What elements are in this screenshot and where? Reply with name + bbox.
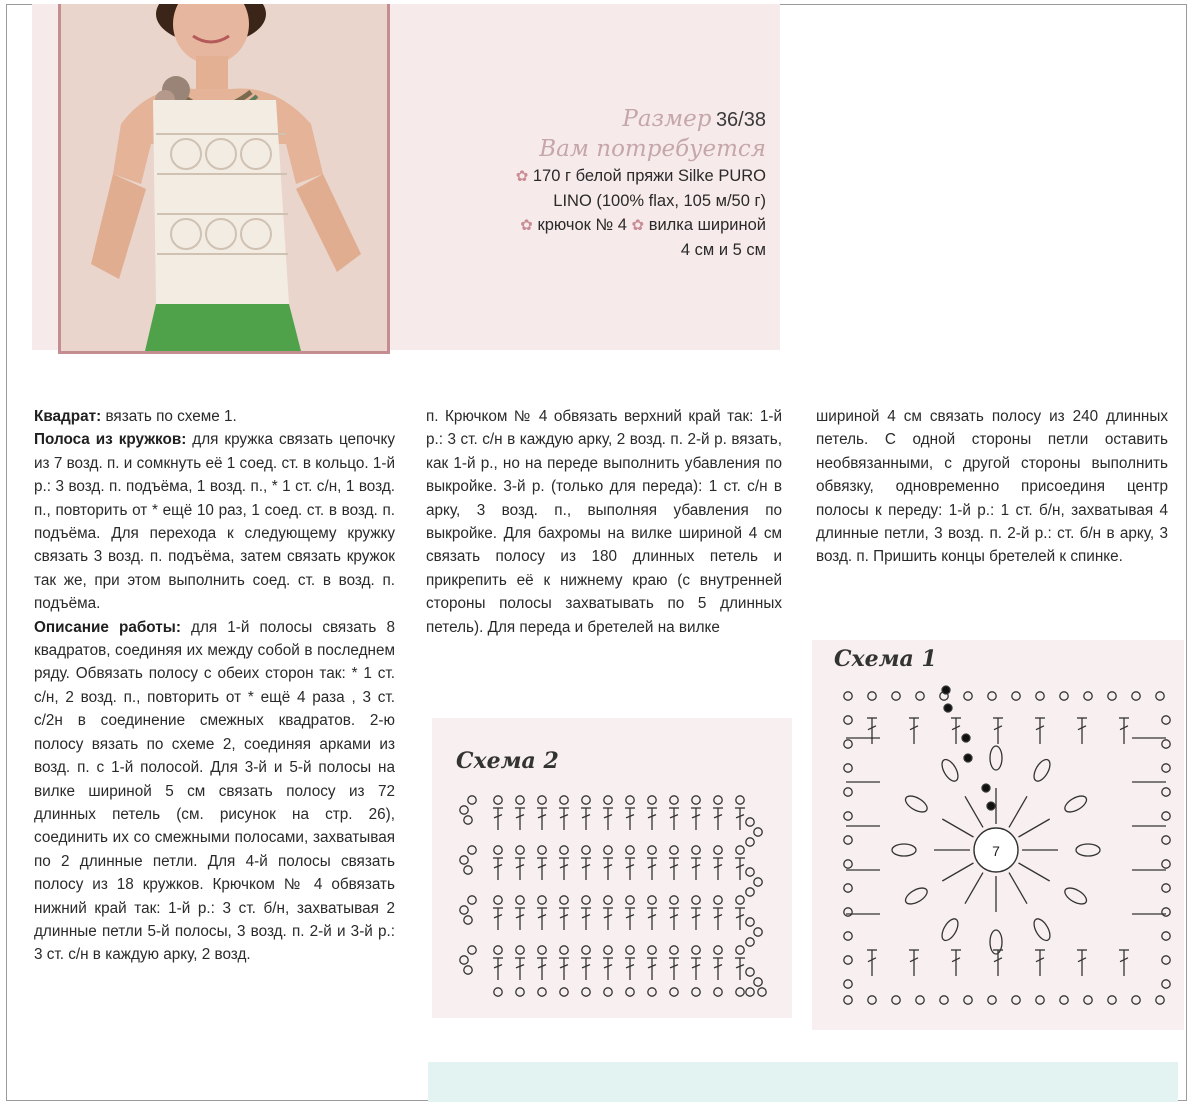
chain-stitch-symbol xyxy=(844,980,852,988)
chain-stitch-symbol xyxy=(494,988,502,996)
slip-stitch-dot xyxy=(964,754,972,762)
chain-stitch-symbol xyxy=(868,692,876,700)
chain-stitch-symbol xyxy=(988,692,996,700)
chain-stitch-symbol xyxy=(1162,860,1170,868)
slip-stitch-dot xyxy=(987,802,995,810)
chain-stitch-symbol xyxy=(1162,788,1170,796)
chain-stitch-symbol xyxy=(670,796,678,804)
chain-stitch-symbol xyxy=(464,816,472,824)
chain-stitch-symbol xyxy=(560,796,568,804)
col3-paragraph: шириной 4 см связать полосу из 240 длинных петель. С одной стороны петли оставить необвязанными, с другой стороны выполнить обвязку, одновременно присоединя центр полосы к переду: 1-й р.: 1 ст. б/н, захватывая 4 длинные петли, 3 возд. п. 2-й р.: ст. б/н в арку, 3 возд. п. Пришить концы бретелей к спинке. xyxy=(816,408,1168,566)
chain-stitch-symbol xyxy=(692,896,700,904)
double-crochet-symbol xyxy=(942,863,973,881)
text-column-2 xyxy=(426,405,782,639)
model-photo xyxy=(58,4,390,354)
chain-stitch-symbol xyxy=(892,996,900,1004)
chain-stitch-symbol xyxy=(964,692,972,700)
chain-stitch-symbol xyxy=(736,896,744,904)
work-paragraph: Описание работы: для 1-й полосы связать 8 квадратов, соединяя их между собой в последнем ряду. Обвязать полосу с обеих сторон так: * 1 ст. с/н, 2 возд. п., повторить от * ещё 4 раза , 3 ст. с/2н в соединение смежных квадратов. 2-ю полосу вязать по схеме 2, соединяя арками из возд. п. с 1-й полосой. Для 3-й и 5-й полосы на вилке шириной 5 см связать полосу из 72 длинных петель (см. рисунок на стр. 26), соединить их со смежными полосами, захватывая по 2 длинные петли. Для 4-й полосы связать полосу из 18 кружков. Крючком № 4 обвязать нижний край так: 1-й р.: 3 ст. б/н, захватывая 2 длинные петли 5-й полосы, 3 возд. п. 2-й и 3-й р.: 3 ст. с/н в каждую арку, 2 возд. xyxy=(34,618,395,964)
chain-stitch-symbol xyxy=(538,846,546,854)
materials-heading: Вам потребуется xyxy=(539,136,766,162)
chain-stitch-symbol xyxy=(1162,740,1170,748)
chain-stitch-symbol xyxy=(692,946,700,954)
chain-stitch-symbol xyxy=(844,860,852,868)
chain-stitch-symbol xyxy=(670,896,678,904)
chain-stitch-symbol xyxy=(746,968,754,976)
work-title: Описание работы: xyxy=(34,618,181,636)
arch-symbol xyxy=(892,844,916,856)
chain-stitch-symbol xyxy=(626,846,634,854)
chain-stitch-symbol xyxy=(844,932,852,940)
double-crochet-symbol xyxy=(1009,873,1027,904)
chain-stitch-symbol xyxy=(964,996,972,1004)
chain-stitch-symbol xyxy=(460,956,468,964)
chain-stitch-symbol xyxy=(1156,692,1164,700)
chain-stitch-symbol xyxy=(648,946,656,954)
chain-stitch-symbol xyxy=(714,846,722,854)
chain-stitch-symbol xyxy=(604,796,612,804)
chain-stitch-symbol xyxy=(494,846,502,854)
chain-stitch-symbol xyxy=(626,988,634,996)
chain-stitch-symbol xyxy=(560,896,568,904)
chain-stitch-symbol xyxy=(844,908,852,916)
arch-symbol xyxy=(1062,793,1089,815)
chain-stitch-symbol xyxy=(714,946,722,954)
chain-stitch-symbol xyxy=(582,896,590,904)
chain-stitch-symbol xyxy=(1060,692,1068,700)
chain-stitch-symbol xyxy=(648,896,656,904)
arch-symbol xyxy=(1031,757,1053,784)
chain-stitch-symbol xyxy=(582,946,590,954)
lace-paragraph: Полоса из кружков: для кружка связать цепочку из 7 возд. п. и сомкнуть её 1 соед. ст. в кольцо. 1-й р.: 3 возд. п. подъёма, 1 возд. п., * 1 ст. с/н, 1 возд. п., повторить от * ещё 10 раз, 1 соед. ст. в возд. п. подъёма. Для перехода к следующему кружку связать 3 возд. п. подъёма, затем связать кружок так же, при этом выполнить соед. ст. в возд. п. подъёма. xyxy=(34,431,395,613)
chain-stitch-symbol xyxy=(1162,908,1170,916)
chain-stitch-symbol xyxy=(1162,812,1170,820)
chain-stitch-symbol xyxy=(892,692,900,700)
scheme-2-diagram xyxy=(450,782,780,1004)
chain-stitch-symbol xyxy=(626,896,634,904)
lace-title: Полоса из кружков: xyxy=(34,431,187,449)
chain-stitch-symbol xyxy=(844,716,852,724)
bottom-strip xyxy=(428,1062,1178,1102)
model-illustration xyxy=(61,4,387,351)
chain-stitch-symbol xyxy=(1162,716,1170,724)
chain-stitch-symbol xyxy=(560,846,568,854)
chain-stitch-symbol xyxy=(516,846,524,854)
chain-stitch-symbol xyxy=(1162,932,1170,940)
chain-stitch-symbol xyxy=(582,988,590,996)
chain-stitch-symbol xyxy=(468,846,476,854)
chain-stitch-symbol xyxy=(604,988,612,996)
chain-stitch-symbol xyxy=(538,796,546,804)
chain-stitch-symbol xyxy=(626,796,634,804)
chain-stitch-symbol xyxy=(648,796,656,804)
chain-stitch-symbol xyxy=(844,812,852,820)
chain-stitch-symbol xyxy=(1132,996,1140,1004)
flower-bullet-icon: ✿ xyxy=(515,168,529,185)
double-crochet-symbol xyxy=(1019,863,1050,881)
size-value: 36/38 xyxy=(715,109,766,131)
chain-stitch-symbol xyxy=(1156,996,1164,1004)
chain-stitch-symbol xyxy=(460,806,468,814)
chain-stitch-symbol xyxy=(1060,996,1068,1004)
chain-stitch-symbol xyxy=(844,884,852,892)
chain-stitch-symbol xyxy=(460,856,468,864)
slip-stitch-dot xyxy=(982,784,990,792)
chain-stitch-symbol xyxy=(746,938,754,946)
flower-bullet-icon: ✿ xyxy=(631,217,645,234)
chain-stitch-symbol xyxy=(1162,884,1170,892)
chain-stitch-symbol xyxy=(1012,996,1020,1004)
square-title: Квадрат: xyxy=(34,408,102,425)
arch-symbol xyxy=(1076,844,1100,856)
chain-stitch-symbol xyxy=(516,946,524,954)
pattern-info xyxy=(410,104,766,262)
material-yarn: ✿ 170 г белой пряжи Silke PURO xyxy=(515,167,766,185)
chain-stitch-symbol xyxy=(746,868,754,876)
chain-stitch-symbol xyxy=(560,946,568,954)
chain-stitch-symbol xyxy=(754,928,762,936)
size-label: Размер xyxy=(622,106,712,132)
chain-stitch-symbol xyxy=(468,896,476,904)
arch-symbol xyxy=(903,793,930,815)
double-crochet-symbol xyxy=(1009,796,1027,827)
chain-stitch-symbol xyxy=(844,996,852,1004)
chain-stitch-symbol xyxy=(468,946,476,954)
text-column-1 xyxy=(34,405,395,967)
chain-stitch-symbol xyxy=(648,988,656,996)
chain-stitch-symbol xyxy=(1162,764,1170,772)
chain-stitch-symbol xyxy=(844,788,852,796)
double-crochet-symbol xyxy=(1019,819,1050,837)
chain-stitch-symbol xyxy=(746,818,754,826)
chain-stitch-symbol xyxy=(844,764,852,772)
chain-stitch-symbol xyxy=(582,846,590,854)
chain-stitch-symbol xyxy=(516,896,524,904)
chain-stitch-symbol xyxy=(868,996,876,1004)
chain-stitch-symbol xyxy=(692,988,700,996)
chain-stitch-symbol xyxy=(538,988,546,996)
chain-stitch-symbol xyxy=(1036,692,1044,700)
chain-stitch-symbol xyxy=(844,692,852,700)
arch-symbol xyxy=(939,757,961,784)
chain-stitch-symbol xyxy=(692,846,700,854)
double-crochet-symbol xyxy=(942,819,973,837)
chain-stitch-symbol xyxy=(538,946,546,954)
chain-stitch-symbol xyxy=(736,846,744,854)
chain-stitch-symbol xyxy=(626,946,634,954)
chain-stitch-symbol xyxy=(916,692,924,700)
chain-stitch-symbol xyxy=(516,796,524,804)
chain-stitch-symbol xyxy=(494,946,502,954)
arch-symbol xyxy=(1062,885,1089,907)
chain-stitch-symbol xyxy=(844,740,852,748)
chain-stitch-symbol xyxy=(746,918,754,926)
chain-stitch-symbol xyxy=(494,896,502,904)
chain-stitch-symbol xyxy=(464,866,472,874)
chain-stitch-symbol xyxy=(746,988,754,996)
chain-stitch-symbol xyxy=(844,836,852,844)
square-paragraph: Квадрат: вязать по схеме 1. xyxy=(34,408,237,425)
chain-stitch-symbol xyxy=(604,896,612,904)
arch-symbol xyxy=(1031,916,1053,943)
chain-stitch-symbol xyxy=(844,956,852,964)
scheme-1-title: Схема 1 xyxy=(834,646,937,672)
chain-stitch-symbol xyxy=(464,916,472,924)
chain-stitch-symbol xyxy=(988,996,996,1004)
col2-paragraph: п. Крючком № 4 обвязать верхний край так: 1-й р.: 3 ст. с/н в каждую арку, 2 возд. п. 2-й р. вязать, как 1-й р., но на переде выполнить убавления по выкройке. 3-й р. (только для переда): 1 ст. с/н в арку, 3 возд. п., выполняя убавления по выкройке. Для бахромы на вилке шириной 4 см связать полосу из 180 длинных петель и прикрепить её к нижнему краю (с внутренней стороны полосы захватывать по 5 длинных петель). Для переда и бретелей на вилке xyxy=(426,408,782,636)
chain-stitch-symbol xyxy=(940,996,948,1004)
arch-symbol xyxy=(990,746,1002,770)
size-line xyxy=(410,104,766,134)
chain-stitch-symbol xyxy=(494,796,502,804)
center-ring-label: 7 xyxy=(992,843,1000,859)
chain-stitch-symbol xyxy=(1084,692,1092,700)
chain-stitch-symbol xyxy=(464,966,472,974)
chain-stitch-symbol xyxy=(746,888,754,896)
chain-stitch-symbol xyxy=(468,796,476,804)
chain-stitch-symbol xyxy=(1084,996,1092,1004)
chain-stitch-symbol xyxy=(736,796,744,804)
double-crochet-symbol xyxy=(965,873,983,904)
chain-stitch-symbol xyxy=(754,828,762,836)
chain-stitch-symbol xyxy=(460,906,468,914)
chain-stitch-symbol xyxy=(692,796,700,804)
chain-stitch-symbol xyxy=(736,946,744,954)
chain-stitch-symbol xyxy=(582,796,590,804)
arch-symbol xyxy=(903,885,930,907)
chain-stitch-symbol xyxy=(754,978,762,986)
chain-stitch-symbol xyxy=(1162,980,1170,988)
chain-stitch-symbol xyxy=(1162,836,1170,844)
double-crochet-symbol xyxy=(965,796,983,827)
scheme-2-title: Схема 2 xyxy=(456,748,559,774)
chain-stitch-symbol xyxy=(758,988,766,996)
material-fork-width: 4 см и 5 см xyxy=(680,241,766,259)
slip-stitch-dot xyxy=(942,686,950,694)
slip-stitch-dot xyxy=(944,704,952,712)
flower-bullet-icon: ✿ xyxy=(520,217,533,234)
material-tools: ✿ крючок № 4 ✿ вилка шириной xyxy=(520,216,766,234)
arch-symbol xyxy=(939,916,961,943)
scheme-1-diagram xyxy=(836,678,1176,1012)
slip-stitch-dot xyxy=(962,734,970,742)
chain-stitch-symbol xyxy=(1132,692,1140,700)
chain-stitch-symbol xyxy=(736,988,744,996)
chain-stitch-symbol xyxy=(1108,692,1116,700)
chain-stitch-symbol xyxy=(516,988,524,996)
chain-stitch-symbol xyxy=(670,946,678,954)
chain-stitch-symbol xyxy=(1036,996,1044,1004)
chain-stitch-symbol xyxy=(670,988,678,996)
material-yarn-composition: LINO (100% flax, 105 м/50 г) xyxy=(553,192,766,210)
chain-stitch-symbol xyxy=(648,846,656,854)
chain-stitch-symbol xyxy=(670,846,678,854)
chain-stitch-symbol xyxy=(916,996,924,1004)
chain-stitch-symbol xyxy=(714,896,722,904)
chain-stitch-symbol xyxy=(604,846,612,854)
text-column-3 xyxy=(816,405,1168,569)
chain-stitch-symbol xyxy=(714,796,722,804)
chain-stitch-symbol xyxy=(1162,956,1170,964)
chain-stitch-symbol xyxy=(746,838,754,846)
chain-stitch-symbol xyxy=(560,988,568,996)
chain-stitch-symbol xyxy=(538,896,546,904)
chain-stitch-symbol xyxy=(604,946,612,954)
chain-stitch-symbol xyxy=(714,988,722,996)
chain-stitch-symbol xyxy=(1108,996,1116,1004)
chain-stitch-symbol xyxy=(754,878,762,886)
chain-stitch-symbol xyxy=(1012,692,1020,700)
